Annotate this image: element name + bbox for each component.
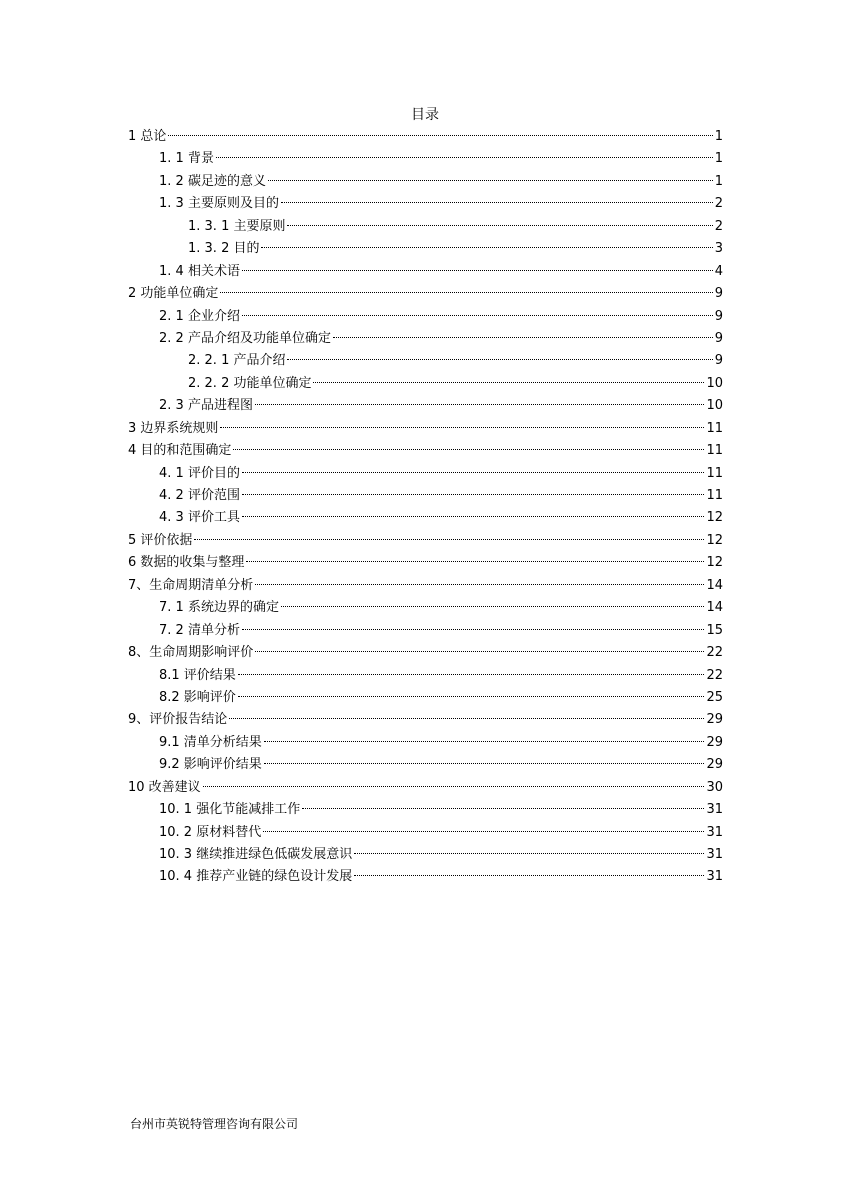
toc-entry[interactable] <box>128 620 723 642</box>
toc-entry-page-number: 14 <box>706 577 723 593</box>
toc-entry[interactable] <box>128 754 723 776</box>
toc-entry[interactable] <box>128 261 723 283</box>
toc-entry-page-number: 11 <box>706 443 723 459</box>
toc-dot-leader <box>194 539 704 540</box>
toc-entry-page-number: 9 <box>714 286 723 302</box>
table-of-contents <box>128 126 723 889</box>
toc-entry[interactable] <box>128 665 723 687</box>
toc-entry-label: 1. 3 主要原则及目的 <box>159 196 279 212</box>
toc-entry-label: 1. 3. 1 主要原则 <box>188 218 286 234</box>
toc-entry-page-number: 9 <box>714 308 723 324</box>
toc-entry-page-number: 31 <box>706 869 723 885</box>
toc-entry-page-number: 31 <box>706 824 723 840</box>
toc-entry-label: 1. 3. 2 目的 <box>188 241 260 257</box>
toc-dot-leader <box>281 606 705 607</box>
toc-entry[interactable] <box>128 283 723 305</box>
toc-dot-leader <box>216 157 713 158</box>
toc-dot-leader <box>281 202 713 203</box>
toc-dot-leader <box>220 292 712 293</box>
toc-entry-page-number: 2 <box>714 218 723 234</box>
toc-entry-label: 8.2 影响评价 <box>159 689 236 705</box>
toc-entry-page-number: 10 <box>706 375 723 391</box>
toc-dot-leader <box>242 629 705 630</box>
toc-entry-page-number: 2 <box>714 196 723 212</box>
toc-entry[interactable] <box>128 126 723 148</box>
toc-entry[interactable] <box>128 328 723 350</box>
toc-dot-leader <box>264 741 705 742</box>
toc-dot-leader <box>261 247 712 248</box>
toc-title: 目录 <box>411 107 439 123</box>
toc-dot-leader <box>264 763 705 764</box>
toc-dot-leader <box>242 516 705 517</box>
toc-entry[interactable] <box>128 844 723 866</box>
toc-entry[interactable] <box>128 193 723 215</box>
toc-dot-leader <box>263 831 704 832</box>
toc-entry-label: 10 改善建议 <box>128 779 201 795</box>
toc-entry-label: 2. 1 企业介绍 <box>159 308 240 324</box>
toc-dot-leader <box>242 494 705 495</box>
toc-entry-page-number: 4 <box>714 263 723 279</box>
toc-entry-label: 1 总论 <box>128 129 167 144</box>
toc-entry[interactable] <box>128 216 723 238</box>
toc-entry-page-number: 9 <box>714 353 723 369</box>
toc-dot-leader <box>268 180 713 181</box>
toc-entry[interactable] <box>128 148 723 170</box>
toc-entry-label: 9.1 清单分析结果 <box>159 734 262 750</box>
toc-entry-page-number: 10 <box>706 398 723 414</box>
toc-dot-leader <box>354 853 704 854</box>
toc-entry-label: 2 功能单位确定 <box>128 286 219 302</box>
toc-entry-page-number: 29 <box>706 712 723 728</box>
toc-entry-label: 10. 3 继续推进绿色低碳发展意识 <box>159 847 353 862</box>
toc-entry-page-number: 29 <box>706 757 723 773</box>
toc-dot-leader <box>242 472 705 473</box>
toc-entry[interactable] <box>128 350 723 372</box>
toc-entry-page-number: 22 <box>706 645 723 661</box>
toc-dot-leader <box>238 674 705 675</box>
toc-entry[interactable] <box>128 373 723 395</box>
toc-dot-leader <box>168 135 712 136</box>
toc-dot-leader <box>233 449 704 450</box>
toc-entry[interactable] <box>128 552 723 574</box>
toc-dot-leader <box>229 718 704 719</box>
toc-dot-leader <box>333 337 713 338</box>
toc-entry-label: 9.2 影响评价结果 <box>159 757 262 773</box>
toc-entry-page-number: 12 <box>706 510 723 526</box>
toc-entry-label: 2. 2. 2 功能单位确定 <box>188 375 312 391</box>
toc-entry-label: 4. 2 评价范围 <box>159 488 240 503</box>
toc-entry-page-number: 3 <box>714 241 723 257</box>
toc-entry-label: 10. 2 原材料替代 <box>159 824 262 840</box>
toc-entry-page-number: 30 <box>706 779 723 795</box>
toc-entry-label: 10. 4 推荐产业链的绿色设计发展 <box>159 869 353 885</box>
toc-entry-label: 2. 2 产品介绍及功能单位确定 <box>159 330 331 346</box>
toc-entry-label: 3 边界系统规则 <box>128 420 219 436</box>
toc-entry[interactable] <box>128 306 723 328</box>
toc-entry[interactable] <box>128 507 723 529</box>
toc-entry-label: 2. 3 产品进程图 <box>159 398 253 414</box>
toc-entry-page-number: 1 <box>714 173 723 189</box>
toc-entry[interactable] <box>128 171 723 193</box>
toc-entry-label: 1. 2 碳足迹的意义 <box>159 173 266 189</box>
toc-entry[interactable] <box>128 642 723 664</box>
toc-entry[interactable] <box>128 866 723 888</box>
toc-entry[interactable] <box>128 822 723 844</box>
toc-entry[interactable] <box>128 440 723 462</box>
toc-entry-page-number: 31 <box>706 847 723 862</box>
toc-entry-page-number: 11 <box>706 465 723 481</box>
toc-dot-leader <box>255 651 704 652</box>
toc-entry-label: 5 评价依据 <box>128 532 193 548</box>
toc-dot-leader <box>220 427 704 428</box>
toc-entry-label: 10. 1 强化节能减排工作 <box>159 802 301 818</box>
toc-entry-label: 7、生命周期清单分析 <box>128 577 254 593</box>
toc-entry-label: 8.1 评价结果 <box>159 667 236 683</box>
toc-entry[interactable] <box>128 530 723 552</box>
toc-entry-label: 4. 1 评价目的 <box>159 465 240 481</box>
toc-dot-leader <box>354 875 704 876</box>
toc-entry[interactable] <box>128 485 723 507</box>
toc-dot-leader <box>287 225 712 226</box>
toc-entry[interactable] <box>128 687 723 709</box>
toc-entry-page-number: 9 <box>714 330 723 346</box>
toc-dot-leader <box>255 404 705 405</box>
toc-entry-label: 9、评价报告结论 <box>128 712 228 728</box>
toc-entry[interactable] <box>128 597 723 619</box>
toc-dot-leader <box>246 561 704 562</box>
toc-entry-page-number: 1 <box>714 129 723 144</box>
toc-entry-page-number: 29 <box>706 734 723 750</box>
toc-entry-page-number: 22 <box>706 667 723 683</box>
toc-entry-page-number: 25 <box>706 689 723 705</box>
toc-entry-label: 6 数据的收集与整理 <box>128 555 245 571</box>
toc-entry-label: 8、生命周期影响评价 <box>128 645 254 661</box>
toc-entry[interactable] <box>128 418 723 440</box>
toc-entry-page-number: 12 <box>706 532 723 548</box>
toc-entry[interactable] <box>128 732 723 754</box>
toc-entry-label: 7. 1 系统边界的确定 <box>159 600 279 616</box>
toc-entry-page-number: 11 <box>706 488 723 503</box>
toc-entry-label: 7. 2 清单分析 <box>159 622 240 638</box>
toc-entry-label: 1. 4 相关术语 <box>159 263 240 279</box>
toc-dot-leader <box>203 786 705 787</box>
toc-entry[interactable] <box>128 575 723 597</box>
toc-entry-page-number: 14 <box>706 600 723 616</box>
toc-dot-leader <box>242 315 713 316</box>
toc-dot-leader <box>302 808 704 809</box>
toc-entry-page-number: 1 <box>714 151 723 167</box>
toc-dot-leader <box>255 584 704 585</box>
toc-entry[interactable] <box>128 799 723 821</box>
toc-entry[interactable] <box>128 709 723 731</box>
toc-entry-page-number: 31 <box>706 802 723 818</box>
toc-entry-label: 2. 2. 1 产品介绍 <box>188 353 286 369</box>
toc-entry-page-number: 15 <box>706 622 723 638</box>
toc-entry-label: 4 目的和范围确定 <box>128 443 232 459</box>
toc-entry-label: 4. 3 评价工具 <box>159 510 240 526</box>
toc-entry[interactable] <box>128 777 723 799</box>
toc-entry[interactable] <box>128 238 723 260</box>
toc-dot-leader <box>238 696 705 697</box>
toc-entry-label: 1. 1 背景 <box>159 151 214 167</box>
toc-entry[interactable] <box>128 463 723 485</box>
toc-dot-leader <box>313 382 704 383</box>
toc-entry-page-number: 12 <box>706 555 723 571</box>
toc-entry[interactable] <box>128 395 723 417</box>
toc-dot-leader <box>287 359 712 360</box>
toc-dot-leader <box>242 270 713 271</box>
page-footer: 台州市英锐特管理咨询有限公司 <box>130 1117 299 1131</box>
toc-entry-page-number: 11 <box>706 420 723 436</box>
